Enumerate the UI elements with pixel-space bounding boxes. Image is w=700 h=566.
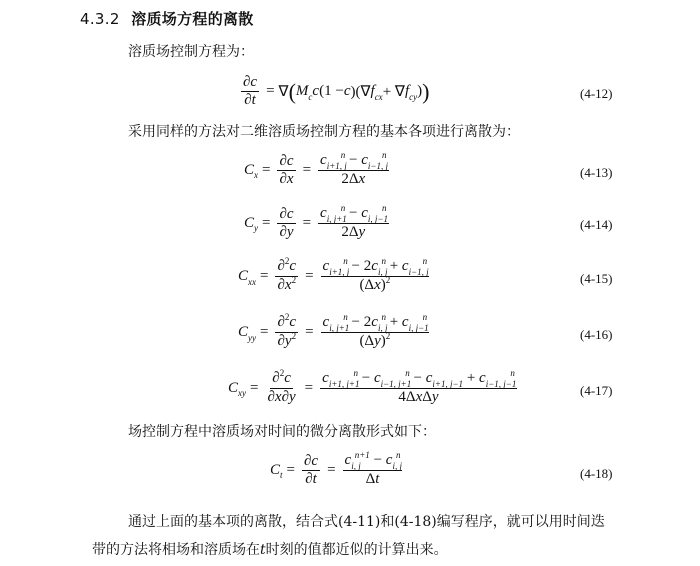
time-paragraph: 场控制方程中溶质场对时间的微分离散形式如下： xyxy=(128,424,436,440)
section-number: 4.3.2 xyxy=(80,10,120,28)
equation-number-4-16: (4-16) xyxy=(580,327,613,342)
closing-text-b: 时刻的值都近似的计算出来。 xyxy=(265,542,448,558)
equation-4-17: C xy = $\frac{\partial^2c}{\partial x\partial y}$ = $\frac{c_{i+1, j+1}^n - c_{i-1, j+1}^n - c_{i+1, j-1} + c_{i-1, j-1}^n}{\text{4ΔxΔy}}$ xyxy=(228,368,517,405)
equation-number-4-14: (4-14) xyxy=(580,217,613,232)
intro-paragraph: 溶质场控制方程为： xyxy=(128,44,254,60)
equation-4-15: C xx = $\frac{\partial^2c}{\partial x^2}$ = $\frac{c_{i+1, j}^n - 2c_{i, j}^n + c_{i-1, j}^n}{(\Delta x)^2}$ xyxy=(238,256,429,293)
equation-number-4-15: (4-15) xyxy=(580,271,613,286)
section-title: 溶质场方程的离散 xyxy=(131,10,254,28)
equation-4-18: C t = $\frac{\partial c}{\partial t}$ = $\frac{c_{i, j}^{n+1} - c_{i, j}^n}{\Delta t}$ xyxy=(270,450,402,487)
equation-4-13: C x = $\frac{\partial c}{\partial x}$ = $\frac{c_{i+1, j}^n - c_{i-1, j}^n}{2\Delta x}$ xyxy=(244,150,388,187)
section-heading xyxy=(80,8,254,29)
equation-number-4-13: (4-13) xyxy=(580,165,613,180)
equation-number-4-18: (4-18) xyxy=(580,466,613,481)
closing-paragraph-line-2 xyxy=(92,540,448,560)
method-paragraph: 采用同样的方法对二维溶质场控制方程的基本各项进行离散为： xyxy=(128,124,520,140)
closing-text-a: 带的方法将相场和溶质场在 xyxy=(92,542,260,558)
equation-4-12: $\frac{\partial c}{\partial t}$ = ∇ ( M c c (1 − c )(∇ f cx + ∇ f cy ) ) xyxy=(243,74,430,108)
equation-number-4-12: (4-12) xyxy=(580,86,613,101)
equation-4-14: C y = $\frac{\partial c}{\partial y}$ = $\frac{c_{i, j+1}^n - c_{i, j-1}^n}{2\Delta y}$ xyxy=(244,203,388,240)
time-variable: t xyxy=(260,542,266,558)
equation-4-16: C yy = $\frac{\partial^2c}{\partial y^2}$ = $\frac{c_{i, j+1}^n - 2c_{i, j}^n + c_{i, j-1}^n}{(\Delta y)^2}$ xyxy=(238,312,429,349)
equation-number-4-17: (4-17) xyxy=(580,383,613,398)
closing-paragraph-line-1: 通过上面的基本项的离散，结合式(4-11)和(4-18)编写程序，就可以用时间迭 xyxy=(128,514,605,530)
